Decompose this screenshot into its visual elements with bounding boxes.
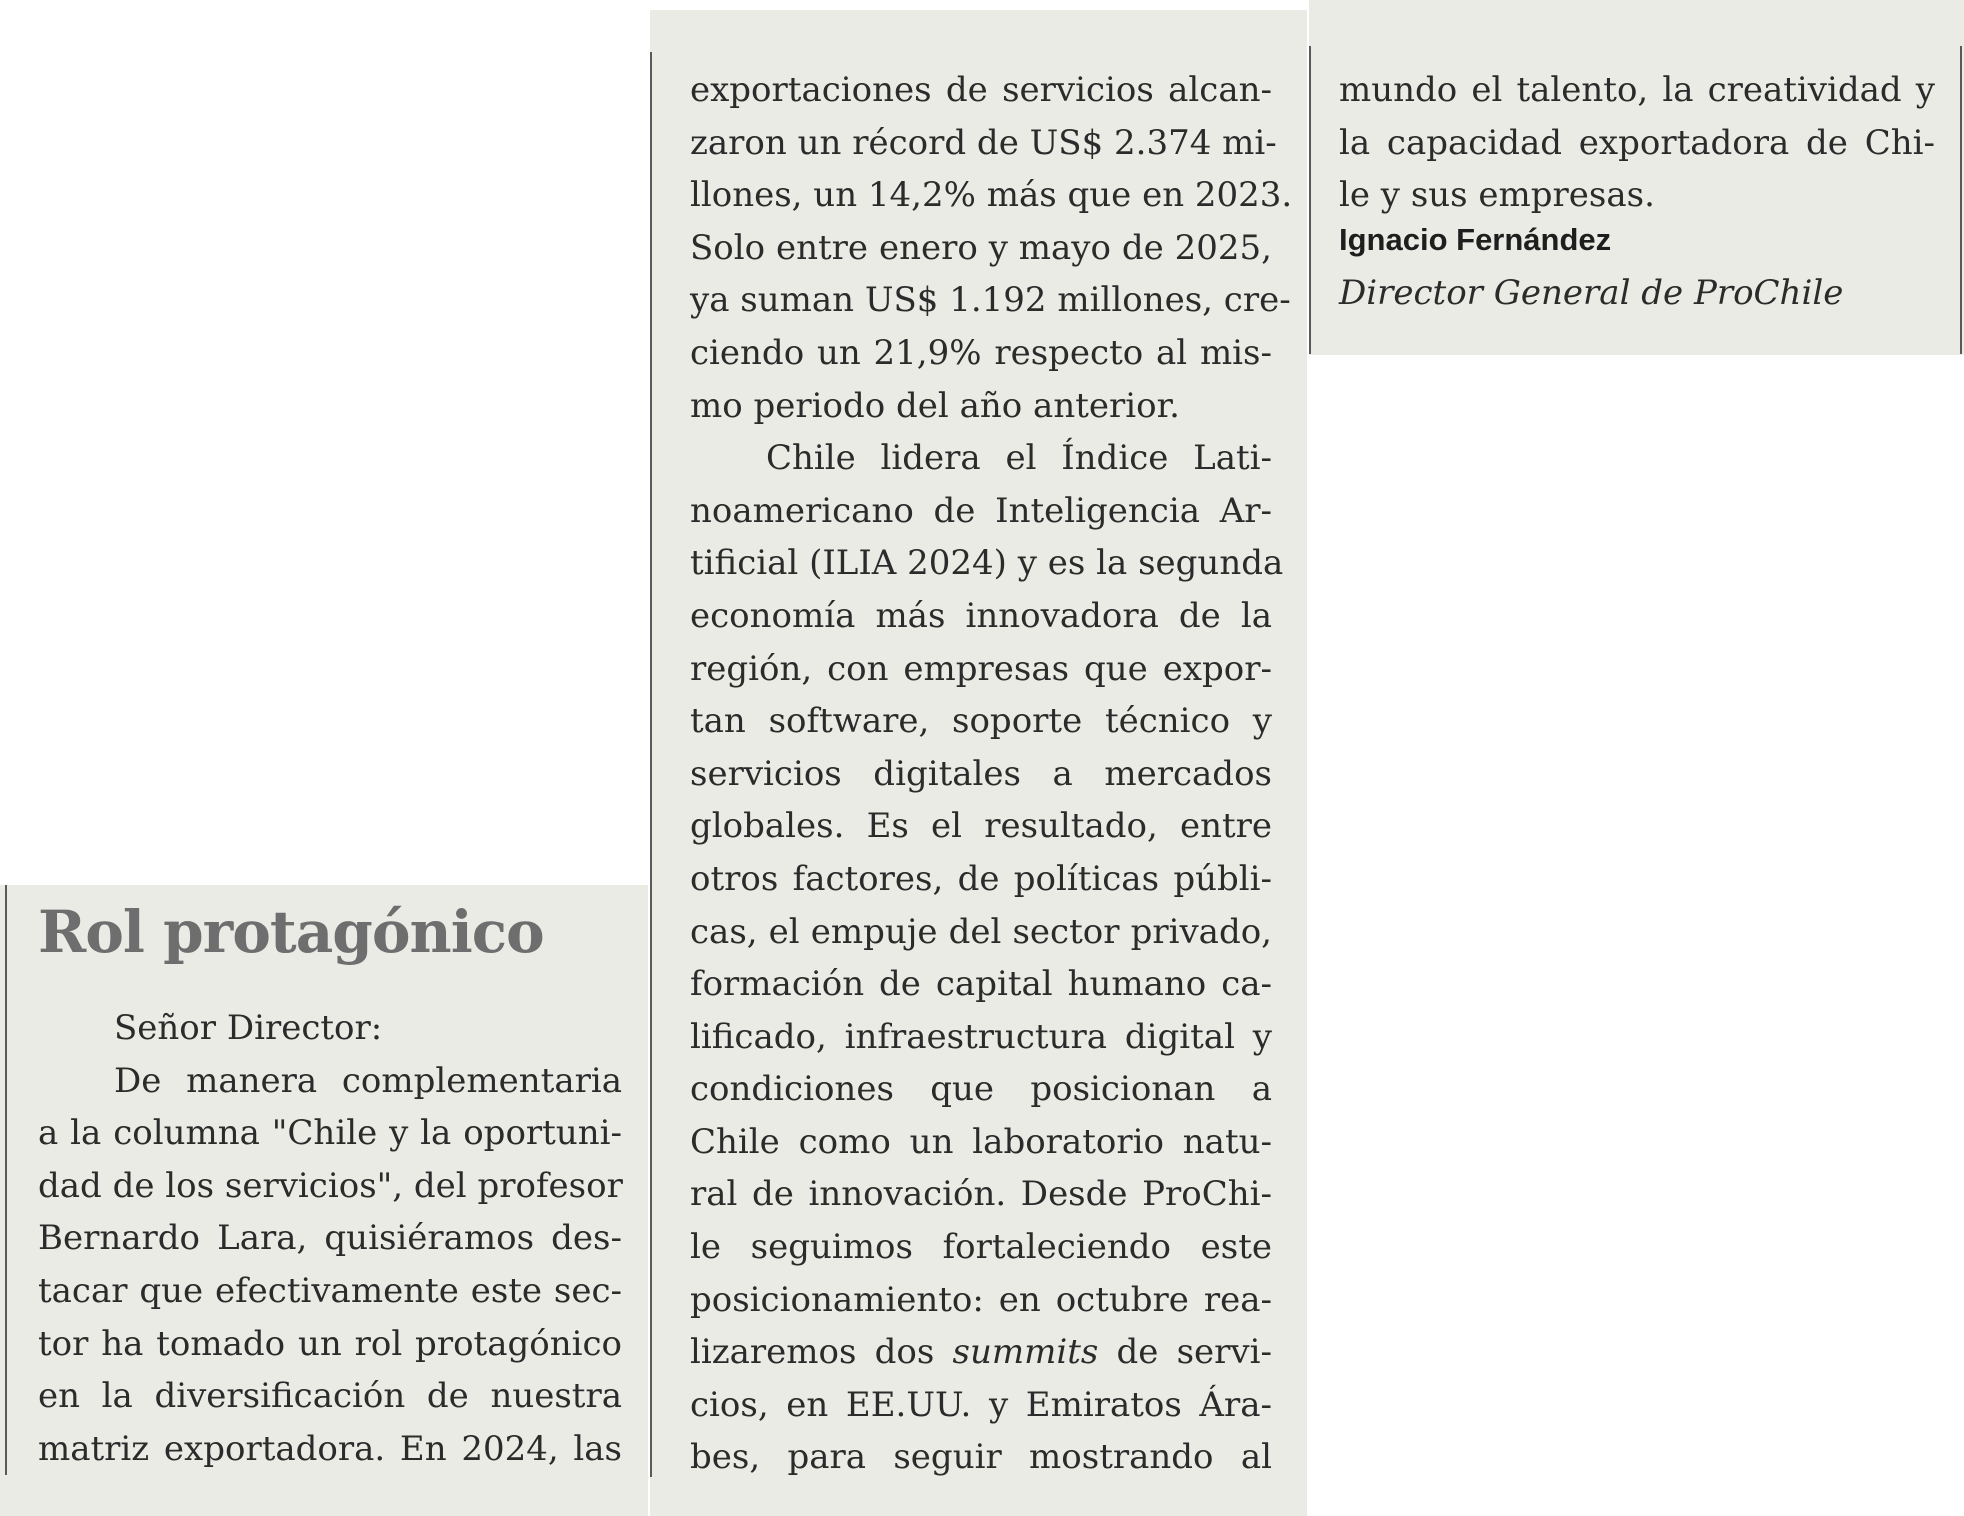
- column-divider: [650, 52, 652, 1477]
- text-line: formación de capital humano ca-: [690, 964, 1272, 1005]
- text-line: llones, un 14,2% más que en 2023.: [690, 175, 1293, 216]
- author-name: Ignacio Fernández: [1339, 222, 1612, 257]
- text-line: matriz exportadora. En 2024, las: [38, 1428, 622, 1469]
- text-fragment: lizaremos dos: [690, 1332, 953, 1373]
- text-line: ral de innovación. Desde ProChi-: [690, 1174, 1272, 1215]
- text-line: región, con empresas que expor-: [690, 648, 1272, 689]
- column-3-text: [1339, 64, 1935, 222]
- text-line: Chile como un laboratorio natu-: [690, 1121, 1272, 1162]
- text-line: posicionamiento: en octubre rea-: [690, 1279, 1272, 1320]
- text-line: ciendo un 21,9% respecto al mis-: [690, 332, 1272, 373]
- text-line: noamericano de Inteligencia Ar-: [690, 490, 1272, 531]
- text-line: tificial (ILIA 2024) y es la segunda: [690, 543, 1284, 584]
- column-1-text: [38, 1002, 622, 1475]
- salutation: Señor Director:: [114, 1008, 383, 1048]
- text-line: le seguimos fortaleciendo este: [690, 1227, 1272, 1268]
- text-line: dad de los servicios", del profesor: [38, 1165, 623, 1206]
- text-line: en la diversificación de nuestra: [38, 1376, 622, 1417]
- text-line: lificado, infraestructura digital y: [690, 1016, 1272, 1057]
- text-line: tacar que efectivamente este sec-: [38, 1270, 622, 1311]
- text-line: tor ha tomado un rol protagónico: [38, 1323, 622, 1364]
- text-line: globales. Es el resultado, entre: [690, 806, 1272, 847]
- text-line: condiciones que posicionan a: [690, 1069, 1272, 1110]
- column-2-text: [690, 64, 1293, 1484]
- text-line: tan software, soporte técnico y: [690, 701, 1272, 742]
- text-fragment: de servi-: [1098, 1332, 1272, 1373]
- text-line-summits: [690, 1326, 1272, 1379]
- text-line: le y sus empresas.: [1339, 175, 1655, 216]
- text-line: la capacidad exportadora de Chi-: [1339, 122, 1935, 163]
- text-line: exportaciones de servicios alcan-: [690, 70, 1272, 110]
- letter-headline: Rol protagónico: [38, 898, 544, 966]
- text-line: servicios digitales a mercados: [690, 753, 1272, 794]
- text-line: bes, para seguir mostrando al: [690, 1437, 1272, 1478]
- author-title: Director General de ProChile: [1339, 273, 1844, 313]
- text-line: De manera complementaria: [114, 1060, 622, 1101]
- text-line: mo periodo del año anterior.: [690, 385, 1180, 426]
- text-line: economía más innovadora de la: [690, 595, 1272, 636]
- italic-term: summits: [952, 1332, 1099, 1373]
- text-line: ya suman US$ 1.192 millones, cre-: [690, 280, 1291, 321]
- text-line: zaron un récord de US$ 2.374 mi-: [690, 122, 1277, 163]
- text-line: otros factores, de políticas públi-: [690, 858, 1272, 899]
- text-line: Chile lidera el Índice Lati-: [766, 438, 1272, 479]
- text-line: Solo entre enero y mayo de 2025,: [690, 227, 1272, 268]
- text-line: cas, el empuje del sector privado,: [690, 911, 1272, 952]
- column-divider: [5, 885, 7, 1475]
- text-line: cios, en EE.UU. y Emiratos Ára-: [690, 1384, 1272, 1425]
- text-line: Bernardo Lara, quisiéramos des-: [38, 1218, 622, 1259]
- column-divider: [1960, 46, 1962, 354]
- text-line: a la columna "Chile y la oportuni-: [38, 1113, 622, 1154]
- column-divider: [1309, 46, 1311, 354]
- text-line: mundo el talento, la creatividad y: [1339, 70, 1935, 110]
